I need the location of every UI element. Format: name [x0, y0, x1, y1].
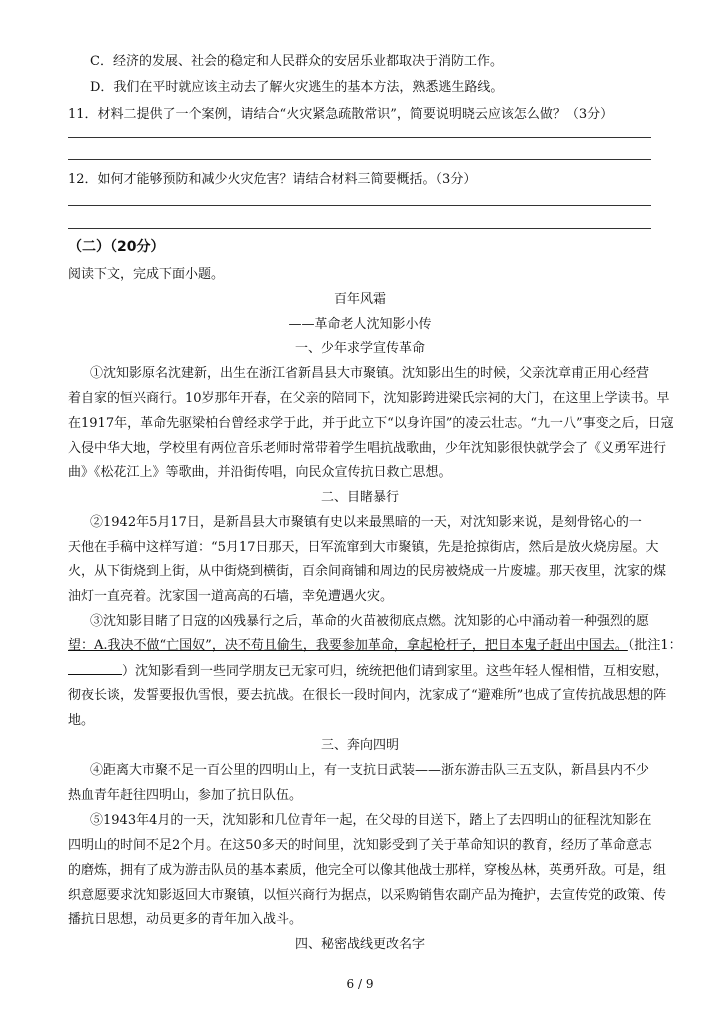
paragraph-line: 地。 [68, 713, 95, 728]
page-number: 6 / 9 [346, 977, 374, 991]
chapter-heading-2: 二、目睹暴行 [320, 490, 399, 505]
article-title: 百年风霜 [333, 292, 386, 307]
paragraph-line: 曲》《松花江上》等歌曲，并沿街传唱，向民众宣传抗日救亡思想。 [68, 465, 452, 480]
section-heading: （二）（20分） [68, 239, 165, 255]
paragraph-line: 天他在手稿中这样写道：“5月17日那天，日军流窜到大市聚镇，先是抢掠街店，然后是放火烧房屋。大 [68, 540, 659, 555]
paragraph-line: ①沈知影原名沈建新，出生在浙江省新昌县大市聚镇。沈知影出生的时候，父亲沈章甫正用心经营 [90, 366, 650, 381]
paragraph-line: ⑤1943年4月的一天，沈知影和几位青年一起，在父母的目送下，踏上了去四明山的征程沈知影在 [90, 813, 652, 828]
paragraph-line: 在1917年，革命先驱梁柏台曾经求学于此，并于此立下“以身许国”的凌云壮志。“九一八”事变之后，日寇 [68, 416, 674, 431]
paragraph-line: 着自家的恒兴商行。10岁那年开春，在父亲的陪同下，沈知影跨进梁氏宗祠的大门，在这里上学读书。早 [68, 391, 670, 406]
answer-line [68, 159, 651, 160]
paragraph-line: ②1942年5月17日，是新昌县大市聚镇有史以来最黑暗的一天，对沈知影来说，是刻骨铭心的一 [90, 515, 642, 530]
chapter-heading-3: 三、奔向四明 [320, 738, 399, 753]
answer-line [68, 137, 651, 138]
paragraph-line: 织意愿要求沈知影返回大市聚镇，以恒兴商行为据点，以采购销售农副产品为掩护，去宣传党的政策、传 [68, 888, 667, 903]
paragraph-line: 火，从下街烧到上街，从中街烧到横街，百余间商铺和周边的民房被烧成一片废墟。那天夜里，沈家的煤 [68, 564, 667, 579]
annotation-label: （批注1： [627, 638, 682, 653]
paragraph-line: ③沈知影目睹了日寇的凶残暴行之后，革命的火苗被彻底点燃。沈知影的心中涌动着一种强烈的愿 [90, 614, 650, 629]
answer-line [68, 228, 651, 229]
annotation-blank[interactable] [68, 662, 122, 675]
paragraph-line: 入侵中华大地，学校里有两位音乐老师时常带着学生唱抗战歌曲，少年沈知影很快就学会了《义勇军进行 [68, 441, 667, 456]
paragraph-line: 的磨炼，拥有了成为游击队员的基本素质，他完全可以像其他战士那样，穿梭丛林，英勇歼敌。可是，组 [68, 863, 667, 878]
paragraph-text: ）沈知影看到一些同学朋友已无家可归，统统把他们请到家里。这些年轻人惺相惜，互相安慰， [122, 664, 669, 679]
question-11: 11．材料二提供了一个案例，请结合“火灾紧急疏散常识”，简要说明晓云应该怎么做？（3分） [68, 107, 614, 122]
paragraph-line: 热血青年赶往四明山，参加了抗日队伍。 [68, 788, 303, 803]
paragraph-line: 油灯一直亮着。沈家国一道高高的石墙，幸免遭遇火灾。 [68, 589, 394, 604]
annotated-sentence-a: 望：A.我决不做“亡国奴”，决不苟且偷生，我要参加革命，拿起枪杆子，把日本鬼子赶出中国去。 [68, 638, 628, 653]
option-d: D．我们在平时就应该主动去了解火灾逃生的基本方法，熟悉逃生路线。 [90, 80, 504, 95]
question-12: 12．如何才能够预防和减少火灾危害？请结合材料三简要概括。（3分） [68, 172, 477, 187]
paragraph-line [68, 662, 668, 681]
article-subtitle: ——革命老人沈知影小传 [288, 317, 432, 332]
paragraph-line: ④距离大市聚不足一百公里的四明山上，有一支抗日武装——浙东游击队三五支队，新昌县内不少 [90, 763, 650, 778]
paragraph-line: 彻夜长谈，发誓要报仇雪恨，要去抗战。在很长一段时间内，沈家成了“避难所”也成了宣传抗战思想的阵 [68, 688, 667, 703]
chapter-heading-4: 四、秘密战线更改名字 [294, 937, 425, 952]
answer-line [68, 205, 651, 206]
option-c: C．经济的发展、社会的稳定和人民群众的安居乐业都取决于消防工作。 [90, 54, 503, 69]
paragraph-line [68, 637, 682, 655]
paragraph-line: 四明山的时间不足2个月。在这50多天的时间里，沈知影受到了关于革命知识的教育，经历了革命意志 [68, 838, 652, 853]
paragraph-line: 播抗日思想，动员更多的青年加入战斗。 [68, 912, 303, 927]
section-instruction: 阅读下文，完成下面小题。 [68, 267, 225, 282]
chapter-heading-1: 一、少年求学宣传革命 [294, 341, 425, 356]
